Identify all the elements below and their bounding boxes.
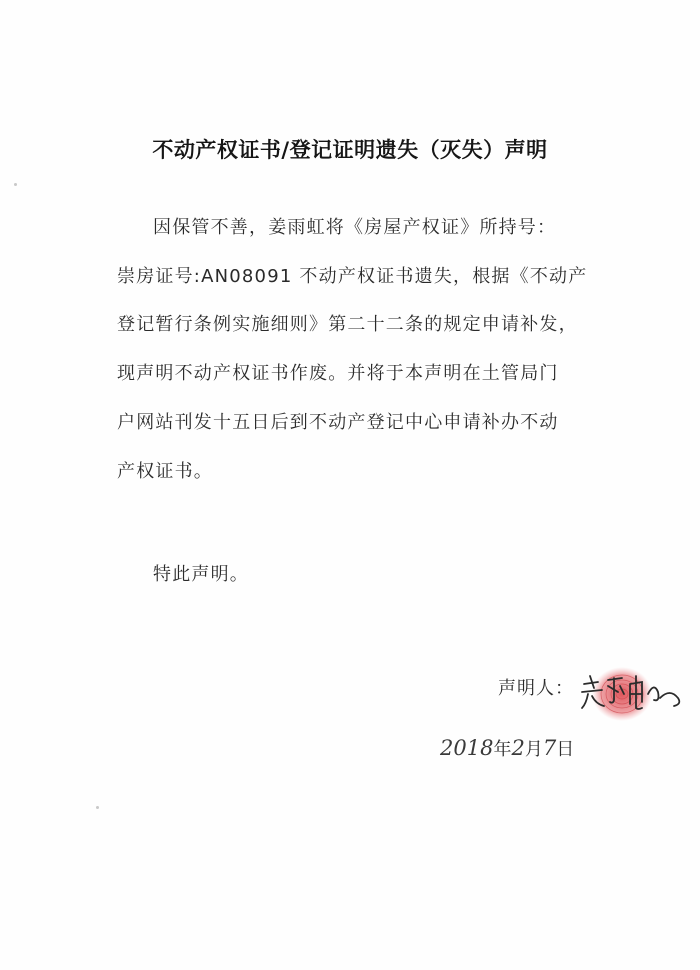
date-month-unit: 月 [524,739,543,760]
signature-with-fingerprint-stamp [578,664,688,724]
body-line: 产权证书。 [117,460,213,482]
date-day: 7 [542,736,557,760]
body-line: 户网站刊发十五日后到不动产登记中心申请补办不动 [117,411,559,433]
body-line: 登记暂行条例实施细则》第二十二条的规定申请补发， [117,314,578,336]
date-year-unit: 年 [493,739,512,760]
scan-speck [96,806,99,809]
closing-statement: 特此声明。 [153,564,249,585]
scan-speck [14,183,17,186]
body-line: 崇房证号:AN08091 不动产权证书遗失，根据《不动产 [117,265,588,287]
body-line: 现声明不动产权证书作废。并将于本声明在土管局门 [117,363,559,385]
body-line: 因保管不善，姜雨虹将《房屋产权证》所持号： [153,217,557,238]
declarant-label: 声明人： [498,678,574,699]
statement-body [117,204,627,496]
date-month: 2 [511,736,525,760]
date-year: 2018 [440,736,494,760]
date-day-unit: 日 [556,739,575,760]
declaration-date [440,735,574,761]
document-title: 不动产权证书/登记证明遗失（灭失）声明 [152,138,548,162]
